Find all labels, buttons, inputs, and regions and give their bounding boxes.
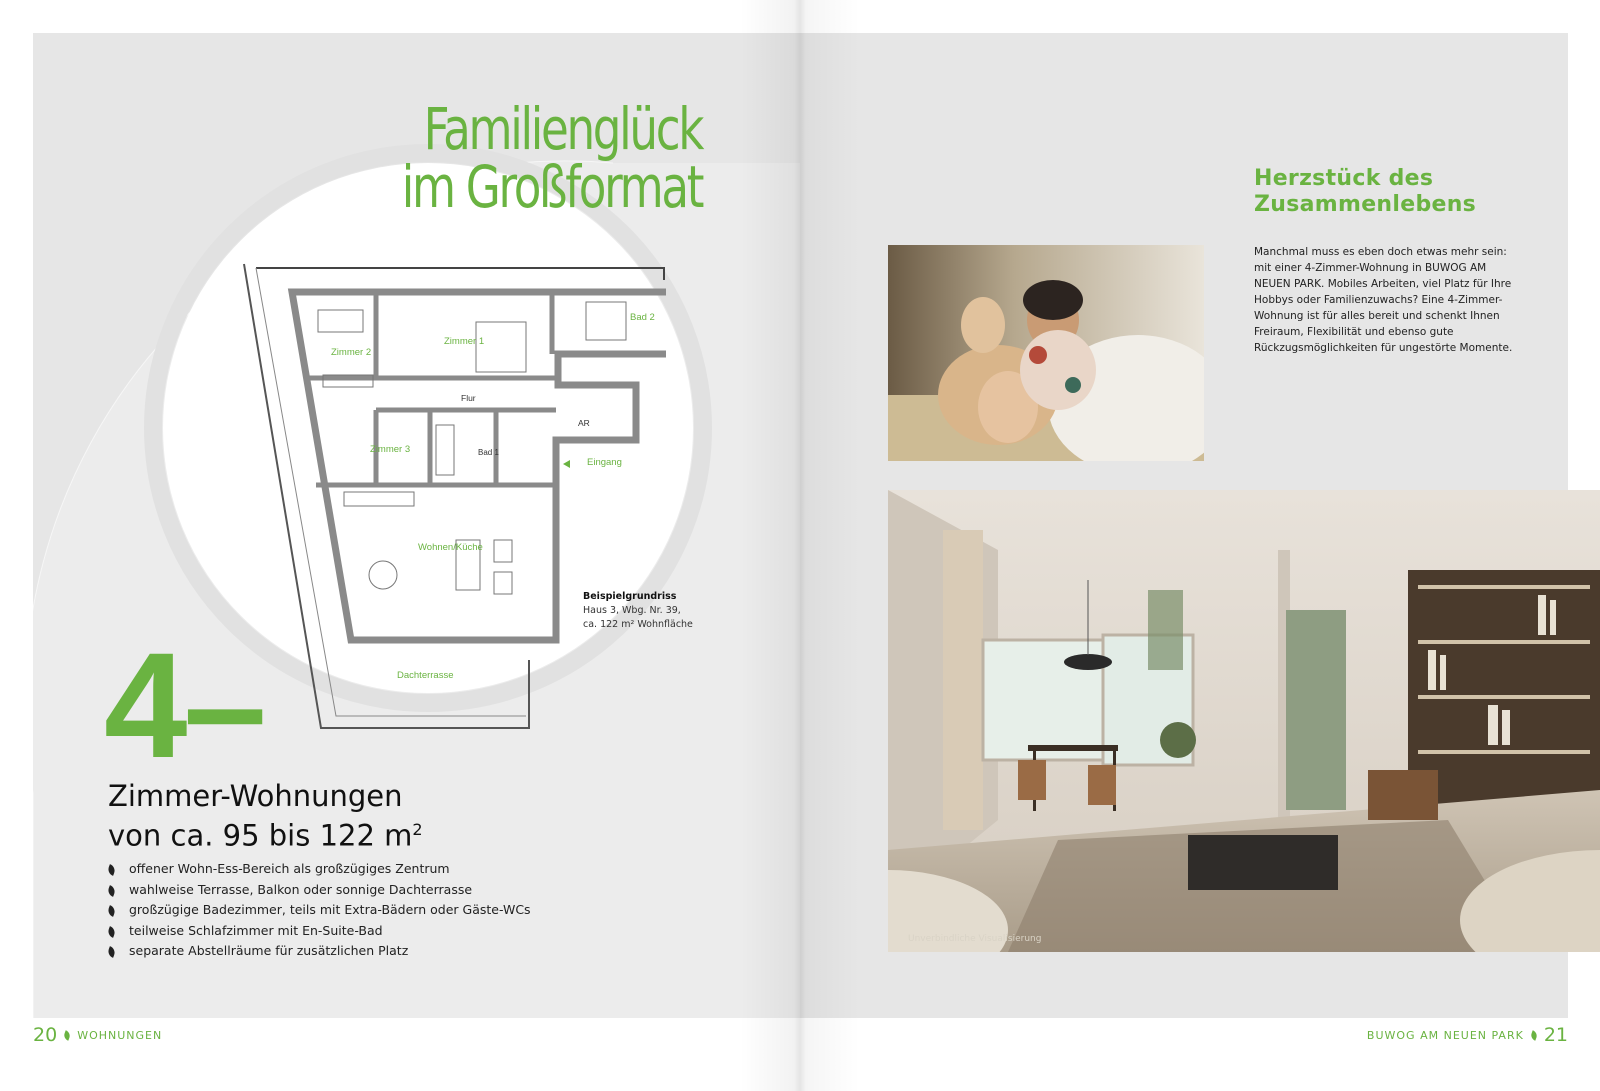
room-label-zimmer1: Zimmer 1 <box>444 336 485 347</box>
page-number-left: 20 <box>33 1024 58 1046</box>
list-item: großzügige Badezimmer, teils mit Extra-Bädern oder Gäste-WCs <box>108 900 531 921</box>
caption-line-1: Haus 3, Wbg. Nr. 39, <box>583 605 681 616</box>
intro-paragraph: Manchmal muss es eben doch etwas mehr sein: mit einer 4-Zimmer-Wohnung in BUWOG AM NEUEN PARK. Mobiles Arbeiten, viel Platz für Ihre Hobbys oder Familienzuwachs? Eine 4-Zimmer-Wohnung ist für alles bereit und schenkt Ihnen Freiraum, Flexibilität und ebenso gute Rückzugsmöglichkeiten für ungestörte Momente. <box>1254 246 1513 354</box>
subtitle-line-1: Zimmer-Wohnungen <box>108 779 403 813</box>
feature-list <box>108 859 531 962</box>
left-footer <box>33 1024 162 1046</box>
caption-line-2: ca. 122 m² Wohnfläche <box>583 619 693 630</box>
caption-title: Beispielgrundriss <box>583 591 677 602</box>
visualisation-caption: Unverbindliche Visualisierung <box>908 934 1042 944</box>
room-label-dachterrasse: Dachterrasse <box>397 670 454 681</box>
leaf-bullet-icon <box>107 905 117 917</box>
living-room-visualisation <box>888 490 1600 952</box>
floor-plan-caption <box>583 590 693 632</box>
leaf-bullet-icon <box>107 926 117 938</box>
title-line-1: Familienglück <box>423 95 702 163</box>
family-photo <box>888 245 1204 461</box>
leaf-bullet-icon <box>107 885 117 897</box>
room-label-wohnen: Wohnen/Küche <box>418 542 483 553</box>
right-heading <box>1254 166 1476 218</box>
list-item: offener Wohn-Ess-Bereich als großzügiges Zentrum <box>108 859 531 880</box>
list-item: teilweise Schlafzimmer mit En-Suite-Bad <box>108 921 531 942</box>
title-line-2: im Großformat <box>401 153 702 221</box>
leaf-footer-icon <box>1529 1030 1538 1041</box>
apartment-subtitle <box>108 780 423 853</box>
room-count-number: 4– <box>104 621 263 789</box>
room-label-zimmer2: Zimmer 2 <box>331 347 372 358</box>
heading-line-1: Herzstück des <box>1254 166 1434 191</box>
project-label: BUWOG AM NEUEN PARK <box>1366 1028 1524 1042</box>
subtitle-superscript: 2 <box>412 820 423 839</box>
room-label-zimmer3: Zimmer 3 <box>370 444 411 455</box>
heading-line-2: Zusammenlebens <box>1254 192 1477 217</box>
page-title <box>401 95 702 221</box>
right-footer <box>1367 1024 1568 1046</box>
room-label-bad2: Bad 2 <box>630 312 655 323</box>
leaf-footer-icon <box>63 1030 72 1041</box>
list-item: wahlweise Terrasse, Balkon oder sonnige Dachterrasse <box>108 880 531 901</box>
section-label: WOHNUNGEN <box>77 1028 163 1042</box>
leaf-bullet-icon <box>107 946 117 958</box>
page-number-right: 21 <box>1543 1024 1568 1046</box>
room-label-bad1: Bad 1 <box>478 448 499 457</box>
room-label-ar: AR <box>578 418 590 428</box>
room-label-flur: Flur <box>461 393 476 403</box>
list-item: separate Abstellräume für zusätzlichen Platz <box>108 941 531 962</box>
room-label-eingang: Eingang <box>587 457 622 468</box>
leaf-bullet-icon <box>107 864 117 876</box>
subtitle-line-2: von ca. 95 bis 122 m <box>108 818 413 853</box>
